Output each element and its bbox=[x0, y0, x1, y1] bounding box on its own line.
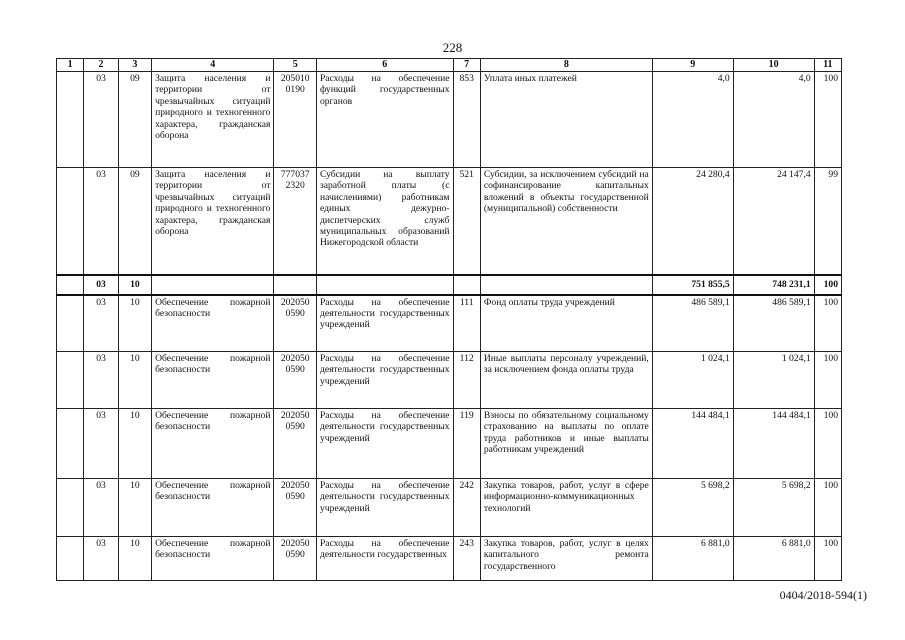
cell-target-article: 202050 0590 bbox=[274, 409, 316, 479]
cell-target-article: 777037 2320 bbox=[274, 168, 316, 275]
cell-expense-type-name: Иные выплаты персоналу учреждений, за исключением фонда оплаты труда bbox=[480, 352, 652, 409]
cell-target-article: 202050 0590 bbox=[274, 352, 316, 409]
column-header-11: 11 bbox=[814, 59, 841, 72]
cell-col1 bbox=[57, 295, 84, 352]
cell-planned-amount: 4,0 bbox=[652, 72, 733, 168]
column-header-1: 1 bbox=[57, 59, 84, 72]
document-code: 0404/2018-594(1) bbox=[779, 588, 867, 602]
cell-expense-type: 243 bbox=[453, 537, 480, 581]
budget-table bbox=[56, 58, 842, 581]
table-row bbox=[57, 72, 842, 168]
cell-subsection-name: Обеспечение пожарной безопасности bbox=[152, 479, 274, 537]
cell-subsection: 10 bbox=[118, 295, 151, 352]
cell-expense-type-name bbox=[480, 275, 652, 295]
table-body bbox=[57, 72, 842, 581]
cell-target-article: 205010 0190 bbox=[274, 72, 316, 168]
cell-expense-type: 242 bbox=[453, 479, 480, 537]
cell-col1 bbox=[57, 537, 84, 581]
cell-expense-type-name: Закупка товаров, работ, услуг в целях капитального ремонта государственного bbox=[480, 537, 652, 581]
cell-section: 03 bbox=[84, 409, 118, 479]
cell-article-name: Расходы на обеспечение функций государственных органов bbox=[316, 72, 453, 168]
cell-expense-type: 112 bbox=[453, 352, 480, 409]
column-header-6: 6 bbox=[316, 59, 453, 72]
cell-planned-amount: 486 589,1 bbox=[652, 295, 733, 352]
cell-section: 03 bbox=[84, 72, 118, 168]
cell-subsection-name: Обеспечение пожарной безопасности bbox=[152, 537, 274, 581]
cell-planned-amount: 144 484,1 bbox=[652, 409, 733, 479]
table-row bbox=[57, 168, 842, 275]
column-header-5: 5 bbox=[274, 59, 316, 72]
cell-article-name: Расходы на обеспечение деятельности государственных учреждений bbox=[316, 409, 453, 479]
column-header-10: 10 bbox=[733, 59, 814, 72]
cell-section: 03 bbox=[84, 295, 118, 352]
subtotal-row bbox=[57, 275, 842, 295]
cell-section: 03 bbox=[84, 479, 118, 537]
column-header-8: 8 bbox=[480, 59, 652, 72]
cell-col1 bbox=[57, 275, 84, 295]
cell-subsection: 10 bbox=[118, 275, 151, 295]
cell-section: 03 bbox=[84, 352, 118, 409]
table-row bbox=[57, 295, 842, 352]
cell-expense-type: 521 bbox=[453, 168, 480, 275]
cell-subsection-name: Защита населения и территории от чрезвычайных ситуаций природного и техногенного характера, гражданская оборона bbox=[152, 168, 274, 275]
cell-target-article: 202050 0590 bbox=[274, 295, 316, 352]
cell-col1 bbox=[57, 409, 84, 479]
cell-execution-percent: 100 bbox=[814, 537, 841, 581]
column-header-2: 2 bbox=[84, 59, 118, 72]
cell-expense-type: 111 bbox=[453, 295, 480, 352]
cell-col1 bbox=[57, 72, 84, 168]
cell-execution-percent: 100 bbox=[814, 295, 841, 352]
cell-execution-percent: 99 bbox=[814, 168, 841, 275]
cell-actual-amount: 748 231,1 bbox=[733, 275, 814, 295]
cell-subsection-name: Обеспечение пожарной безопасности bbox=[152, 295, 274, 352]
cell-expense-type-name: Субсидии, за исключением субсидий на софинансирование капитальных вложений в объекты государственной (муниципальной) собственности bbox=[480, 168, 652, 275]
cell-execution-percent: 100 bbox=[814, 275, 841, 295]
cell-planned-amount: 1 024,1 bbox=[652, 352, 733, 409]
cell-article-name: Расходы на обеспечение деятельности государственных учреждений bbox=[316, 479, 453, 537]
cell-expense-type-name: Закупка товаров, работ, услуг в сфере информационно-коммуникационных технологий bbox=[480, 479, 652, 537]
cell-article-name: Расходы на обеспечение деятельности государственных учреждений bbox=[316, 352, 453, 409]
table-row bbox=[57, 479, 842, 537]
cell-subsection-name: Обеспечение пожарной безопасности bbox=[152, 409, 274, 479]
cell-article-name: Субсидии на выплату заработной платы (с начислениями) работникам единых дежурно-диспетчерских служб муниципальных образований Нижегородской области bbox=[316, 168, 453, 275]
cell-subsection: 10 bbox=[118, 352, 151, 409]
cell-expense-type bbox=[453, 275, 480, 295]
cell-execution-percent: 100 bbox=[814, 479, 841, 537]
cell-execution-percent: 100 bbox=[814, 352, 841, 409]
cell-planned-amount: 24 280,4 bbox=[652, 168, 733, 275]
cell-subsection-name bbox=[152, 275, 274, 295]
cell-expense-type-name: Взносы по обязательному социальному страхованию на выплаты по оплате труда работников и иные выплаты работникам учреждений bbox=[480, 409, 652, 479]
cell-col1 bbox=[57, 479, 84, 537]
column-header-9: 9 bbox=[652, 59, 733, 72]
cell-subsection-name: Обеспечение пожарной безопасности bbox=[152, 352, 274, 409]
header-row bbox=[57, 59, 842, 72]
cell-col1 bbox=[57, 352, 84, 409]
page-number: 228 bbox=[442, 40, 463, 55]
cell-actual-amount: 144 484,1 bbox=[733, 409, 814, 479]
cell-planned-amount: 751 855,5 bbox=[652, 275, 733, 295]
cell-execution-percent: 100 bbox=[814, 409, 841, 479]
cell-expense-type: 853 bbox=[453, 72, 480, 168]
column-header-7: 7 bbox=[453, 59, 480, 72]
column-header-4: 4 bbox=[152, 59, 274, 72]
cell-subsection: 10 bbox=[118, 479, 151, 537]
cell-target-article: 202050 0590 bbox=[274, 537, 316, 581]
column-header-3: 3 bbox=[118, 59, 151, 72]
cell-subsection-name: Защита населения и территории от чрезвычайных ситуаций природного и техногенного характера, гражданская оборона bbox=[152, 72, 274, 168]
table-row bbox=[57, 537, 842, 581]
cell-target-article: 202050 0590 bbox=[274, 479, 316, 537]
cell-planned-amount: 5 698,2 bbox=[652, 479, 733, 537]
cell-section: 03 bbox=[84, 168, 118, 275]
cell-actual-amount: 4,0 bbox=[733, 72, 814, 168]
cell-subsection: 10 bbox=[118, 537, 151, 581]
table-row bbox=[57, 409, 842, 479]
cell-actual-amount: 5 698,2 bbox=[733, 479, 814, 537]
cell-section: 03 bbox=[84, 537, 118, 581]
cell-actual-amount: 486 589,1 bbox=[733, 295, 814, 352]
cell-expense-type-name: Уплата иных платежей bbox=[480, 72, 652, 168]
table-row bbox=[57, 352, 842, 409]
cell-planned-amount: 6 881,0 bbox=[652, 537, 733, 581]
cell-expense-type-name: Фонд оплаты труда учреждений bbox=[480, 295, 652, 352]
cell-subsection: 10 bbox=[118, 409, 151, 479]
cell-article-name bbox=[316, 275, 453, 295]
cell-actual-amount: 24 147,4 bbox=[733, 168, 814, 275]
cell-article-name: Расходы на обеспечение деятельности государственных учреждений bbox=[316, 295, 453, 352]
cell-actual-amount: 1 024,1 bbox=[733, 352, 814, 409]
cell-subsection: 09 bbox=[118, 168, 151, 275]
cell-section: 03 bbox=[84, 275, 118, 295]
cell-article-name: Расходы на обеспечение деятельности государственных bbox=[316, 537, 453, 581]
cell-actual-amount: 6 881,0 bbox=[733, 537, 814, 581]
cell-expense-type: 119 bbox=[453, 409, 480, 479]
cell-subsection: 09 bbox=[118, 72, 151, 168]
cell-execution-percent: 100 bbox=[814, 72, 841, 168]
cell-target-article bbox=[274, 275, 316, 295]
cell-col1 bbox=[57, 168, 84, 275]
